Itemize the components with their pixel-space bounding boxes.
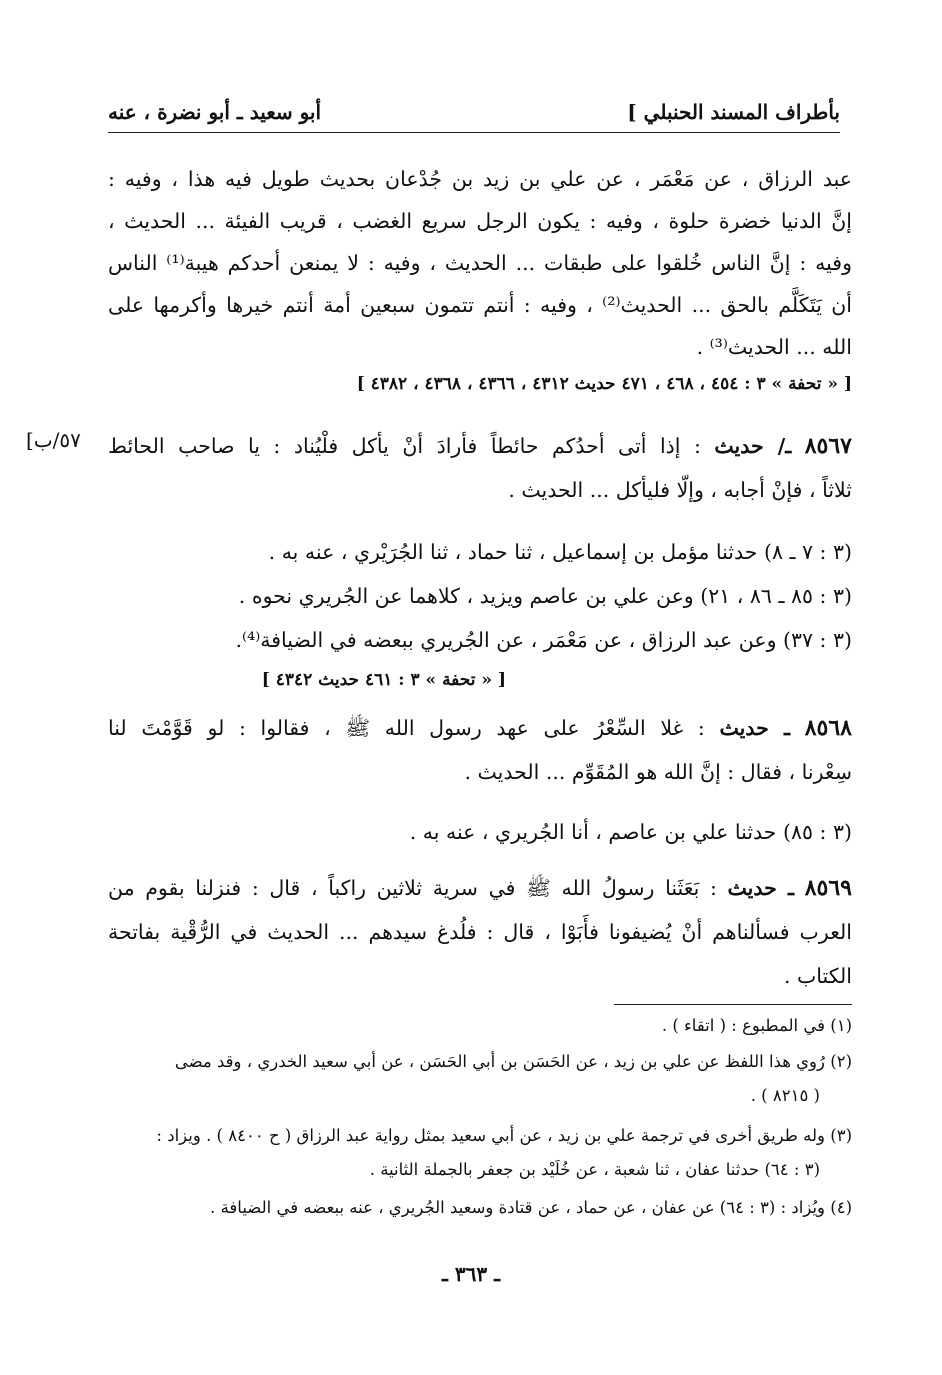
running-header: [108, 98, 840, 133]
text-line: الله ... الحديث⁽³⁾ .: [696, 335, 852, 359]
hadith-first-line: [108, 866, 852, 910]
hadith-first-line: [108, 424, 852, 468]
text-line: إنَّ الدنيا خضرة حلوة ، وفيه : يكون الرجل سريع الغضب ، قريب الفيئة ... الحديث ،: [108, 209, 852, 233]
text-line: سِعْرنا ، فقال : إنَّ الله هو المُقَوِّم ... الحديث .: [464, 760, 852, 784]
hadith-text: : إذا أتى أحدُكم حائطاً فأرادَ أنْ يأكل فلْيُناد : يا صاحب الحائط: [108, 434, 701, 458]
header-section-title: أبو سعيد ـ أبو نضرة ، عنه: [108, 100, 322, 124]
footnote-2-continuation: ( ٨٢١٥ ) .: [750, 1086, 820, 1105]
text-line: العرب فسألناهم أنْ يُضيفونا فأَبَوْا ، قال : فلُدغ سيدهم ... الحديث في الرُّقْية بفاتحة: [108, 920, 852, 944]
footnote-3: (٣) وله طريق أخرى في ترجمة علي بن زيد ، عن أبي سعيد بمثل رواية عبد الرزاق ( ح ٨٤٠٠ ) . ويزاد :: [156, 1126, 852, 1145]
continuation-paragraph: [108, 158, 852, 368]
text-line: وفيه : إنَّ الناس خُلقوا على طبقات ... الحديث ، وفيه : لا يمنعن أحدكم هيبة⁽¹⁾ الناس: [108, 251, 852, 275]
text-line: الكتاب .: [783, 964, 852, 988]
hadith-label: ـ حديث: [719, 716, 791, 740]
hadith-8568: [108, 706, 852, 794]
hadith-number: ٨٥٦٧: [804, 433, 852, 459]
hadith-8567-chains: [152, 530, 852, 662]
hadith-number: ٨٥٦٩: [804, 875, 852, 901]
hadith-number: ٨٥٦٨: [804, 715, 852, 741]
footnote-separator: [614, 1004, 852, 1005]
text-line: ثلاثاً ، فإنْ أجابه ، وإلّا فليأكل ... الحديث .: [508, 478, 852, 502]
page-number: ـ ٣٦٣ ـ: [442, 1262, 500, 1286]
isnad-line: (٣ : ٨٥) حدثنا علي بن عاصم ، أنا الجُريري ، عنه به .: [409, 820, 852, 844]
hadith-8569: [108, 866, 852, 998]
hadith-first-line: [108, 706, 852, 750]
isnad-line: (٣ : ٧ ـ ٨) حدثنا مؤمل بن إسماعيل ، ثنا حماد ، ثنا الجُرَيْري ، عنه به .: [268, 540, 852, 564]
footnote-1: (١) في المطبوع : ( اتقاء ) .: [661, 1016, 852, 1035]
tokhfa-reference: [ « تحفة » ٣ : ٤٥٤ ، ٤٦٨ ، ٤٧١ حديث ٤٣١٢ ، ٤٣٦٦ ، ٤٣٦٨ ، ٤٣٨٢ ]: [356, 374, 852, 394]
text-line: أن يَتَكَلَّم بالحق ... الحديث⁽²⁾ ، وفيه : أنتم تتمون سبعين أمة أنتم خيرها وأكرمها على: [108, 293, 852, 317]
hadith-text: : غلا السِّعْرُ على عهد رسول الله ﷺ ، فقالوا : لو قَوَّمْتَ لنا: [108, 716, 705, 740]
hadith-label: ـ حديث: [727, 876, 795, 900]
hadith-text: : بَعَثَنا رسولُ الله ﷺ في سرية ثلاثين راكباً ، قال : فنزلنا بقوم من: [108, 876, 717, 900]
footnote-4: (٤) ويُزاد : (٣ : ٦٤) عن عفان ، عن حماد ، عن قتادة وسعيد الجُريري ، عنه ببعضه في الضيافة .: [210, 1198, 852, 1217]
text-line: عبد الرزاق ، عن مَعْمَر ، عن علي بن زيد بن جُدْعان بحديث طويل فيه هذا ، وفيه :: [108, 167, 852, 191]
footnote-2: (٢) رُوي هذا اللفظ عن علي بن زيد ، عن الحَسَن بن أبي الحَسَن ، عن أبي سعيد الخدري ، وقد مضى: [174, 1052, 852, 1071]
isnad-line: (٣ : ٣٧) وعن عبد الرزاق ، عن مَعْمَر ، عن الجُريري ببعضه في الضيافة⁽⁴⁾.: [235, 628, 852, 652]
hadith-8568-chains: [152, 810, 852, 854]
hadith-8567: [108, 424, 852, 512]
manuscript-margin-reference: [٥٧/ب: [26, 428, 81, 452]
header-book-title: بأطراف المسند الحنبلي ]: [627, 100, 840, 124]
hadith-label: ـ/ حديث: [714, 434, 792, 458]
isnad-line: (٣ : ٨٥ ـ ٨٦ ، ٢١) وعن علي بن عاصم ويزيد ، كلاهما عن الجُريري نحوه .: [238, 584, 852, 608]
tokhfa-reference: [ « تحفة » ٣ : ٤٦١ حديث ٤٣٤٢ ]: [261, 670, 506, 690]
footnote-3-continuation: (٣ : ٦٤) حدثنا عفان ، ثنا شعبة ، عن خُلَيْد بن جعفر بالجملة الثانية .: [369, 1160, 820, 1179]
